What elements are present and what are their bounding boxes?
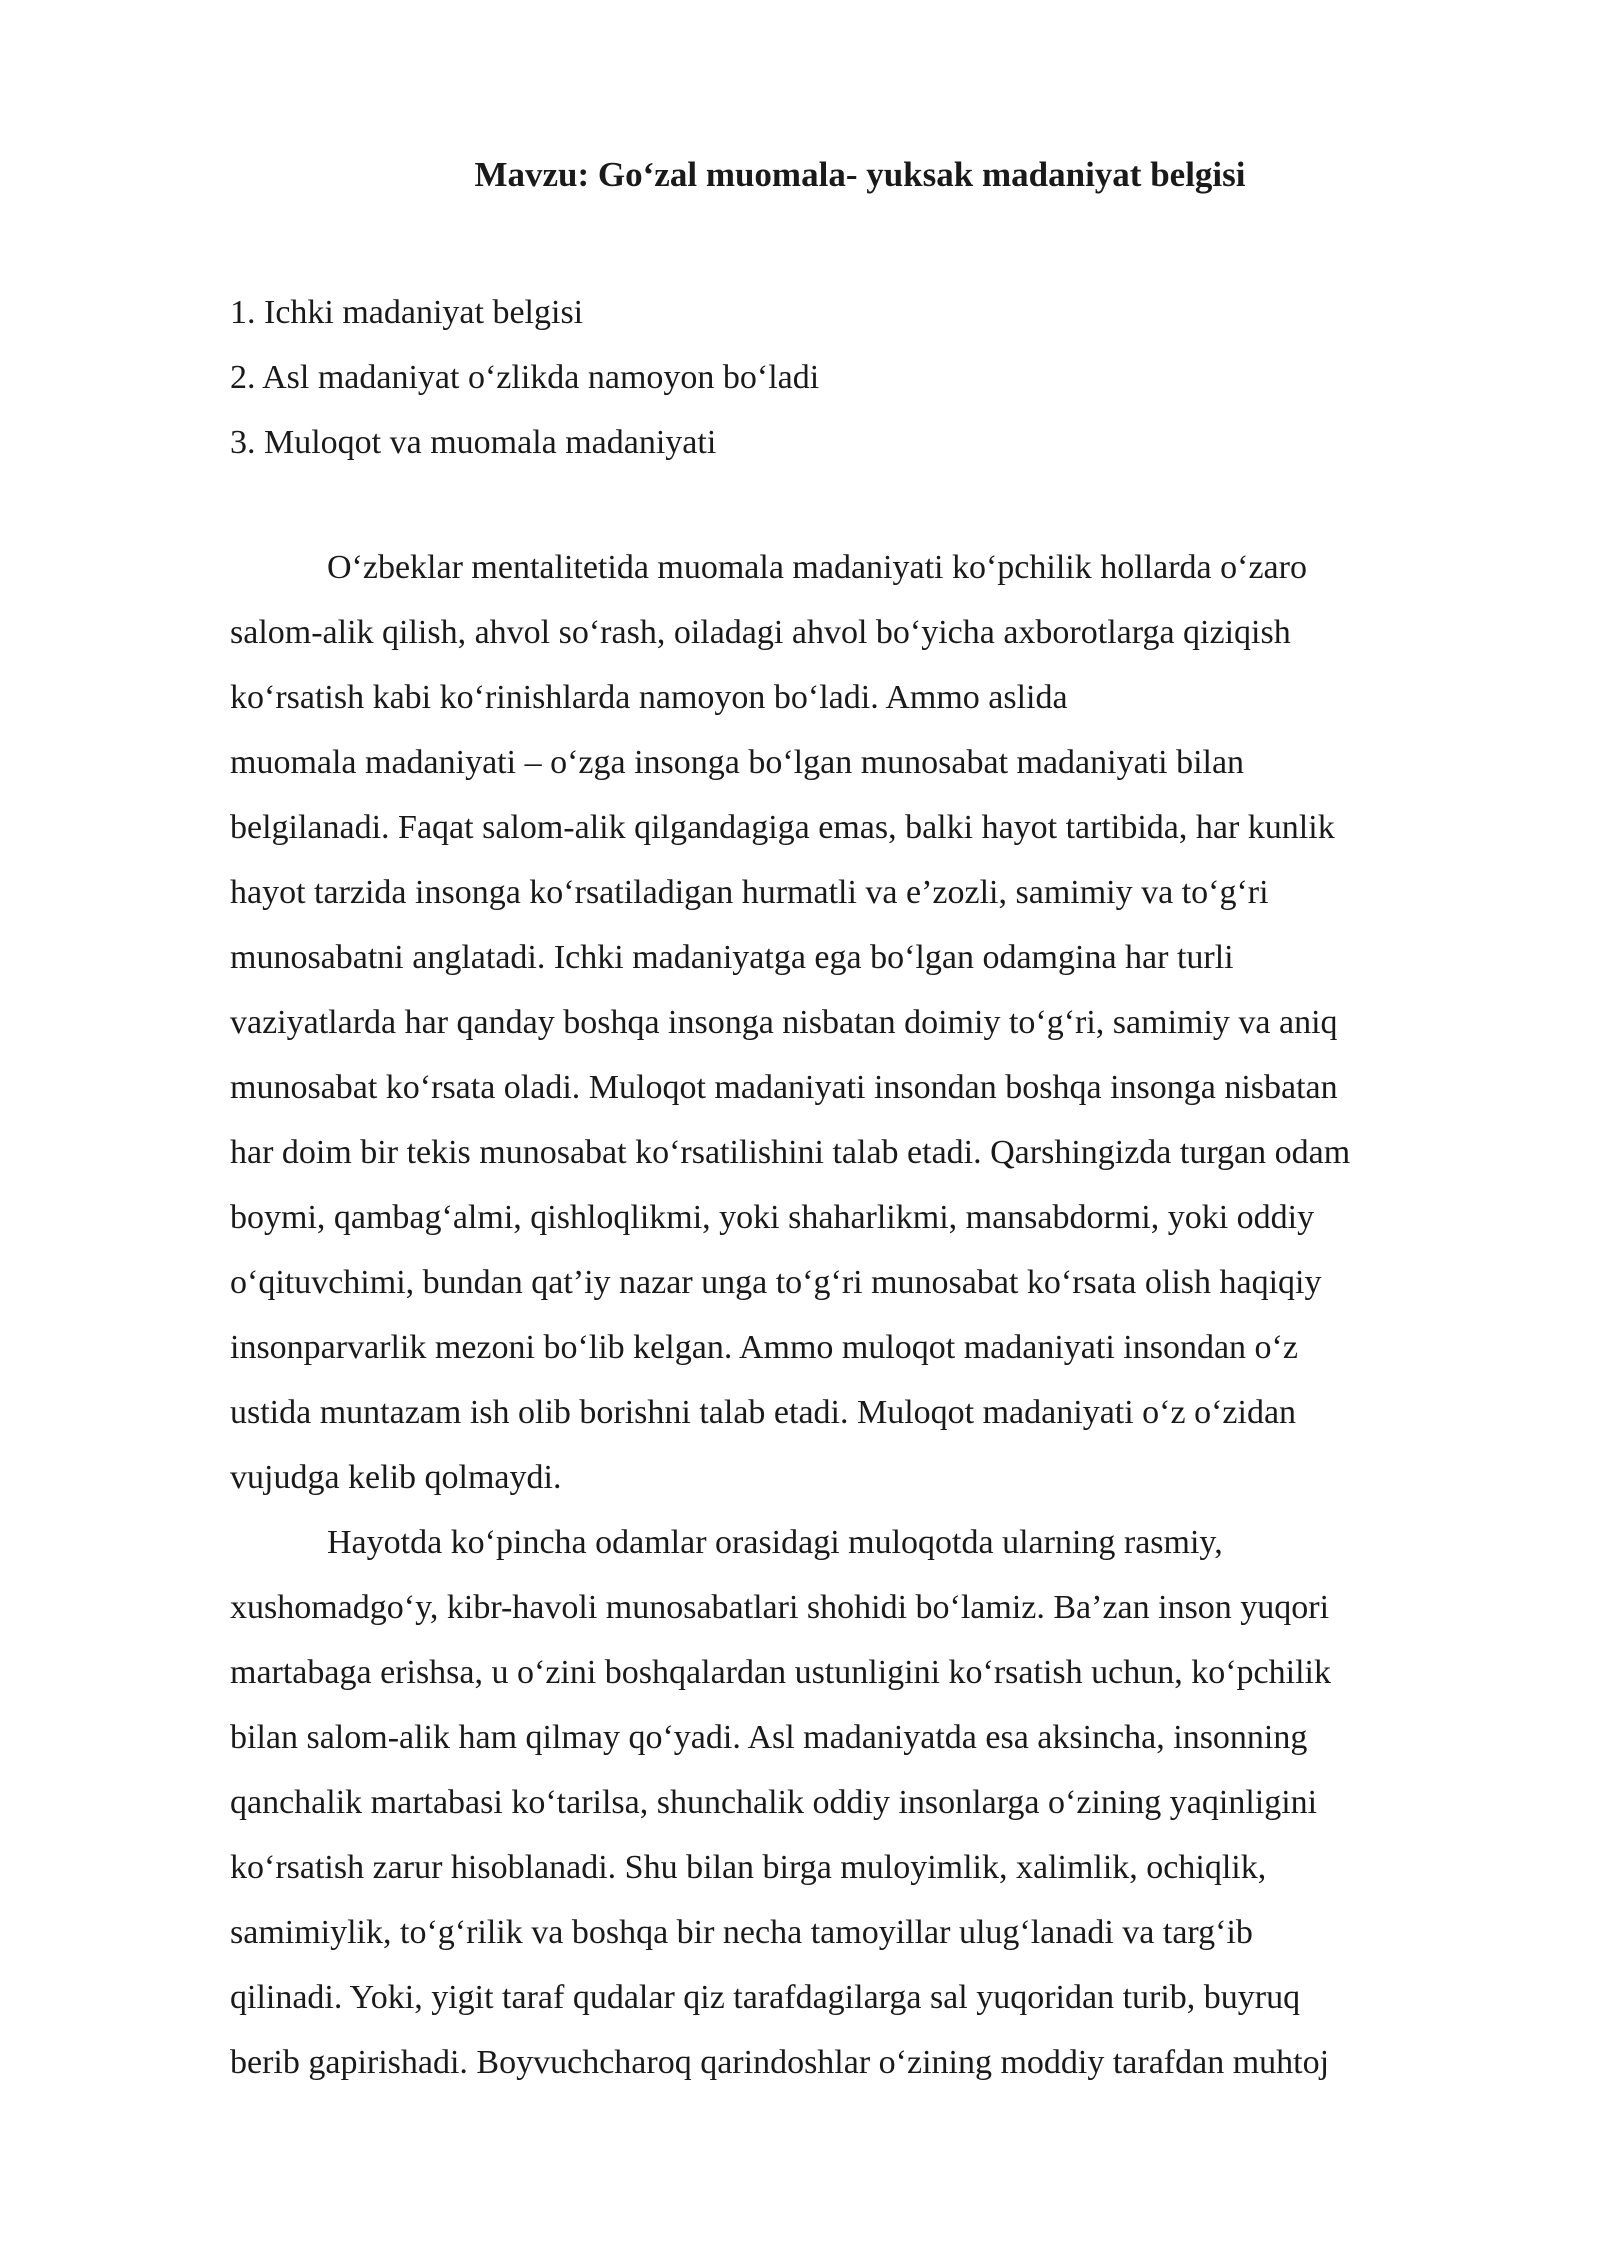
outline-item: 2. Asl madaniyat o‘zlikda namoyon bo‘ladi bbox=[230, 359, 820, 396]
document-title: Mavzu: Go‘zal muomala- yuksak madaniyat belgisi bbox=[474, 155, 1246, 194]
document-body bbox=[230, 535, 1480, 2095]
topic-outline bbox=[230, 280, 819, 475]
text-line: munosabatni anglatadi. Ichki madaniyatga ega bo‘lgan odamgina har turli bbox=[230, 939, 1234, 976]
text-line: hayot tarzida insonga ko‘rsatiladigan hurmatli va e’zozli, samimiy va to‘g‘ri bbox=[230, 874, 1269, 911]
text-line: vaziyatlarda har qanday boshqa insonga nisbatan doimiy to‘g‘ri, samimiy va aniq bbox=[230, 1004, 1338, 1041]
text-line: O‘zbeklar mentalitetida muomala madaniyati ko‘pchilik hollarda o‘zaro bbox=[327, 549, 1307, 586]
text-line: muomala madaniyati – o‘zga insonga bo‘lgan munosabat madaniyati bilan bbox=[230, 744, 1245, 781]
text-line: insonparvarlik mezoni bo‘lib kelgan. Ammo muloqot madaniyati insondan o‘z bbox=[230, 1329, 1298, 1366]
text-line: samimiylik, to‘g‘rilik va boshqa bir necha tamoyillar ulug‘lanadi va targ‘ib bbox=[230, 1914, 1253, 1951]
text-line: bilan salom-alik ham qilmay qo‘yadi. Asl madaniyatda esa aksincha, insonning bbox=[230, 1719, 1308, 1756]
paragraph-1 bbox=[230, 535, 1480, 1510]
text-line: berib gapirishadi. Boyvuchcharoq qarindoshlar o‘zining moddiy tarafdan muhtoj bbox=[230, 2044, 1330, 2081]
text-line: salom-alik qilish, ahvol so‘rash, oiladagi ahvol bo‘yicha axborotlarga qiziqish bbox=[230, 614, 1291, 651]
text-line: ustida muntazam ish olib borishni talab etadi. Muloqot madaniyati o‘z o‘zidan bbox=[230, 1394, 1297, 1431]
text-line: vujudga kelib qolmaydi. bbox=[230, 1459, 562, 1496]
text-line: ko‘rsatish zarur hisoblanadi. Shu bilan birga muloyimlik, xalimlik, ochiqlik, bbox=[230, 1849, 1267, 1886]
paragraph-2 bbox=[230, 1510, 1480, 2095]
text-line: Hayotda ko‘pincha odamlar orasidagi muloqotda ularning rasmiy, bbox=[327, 1524, 1223, 1561]
text-line: o‘qituvchimi, bundan qat’iy nazar unga to‘g‘ri munosabat ko‘rsata olish haqiqiy bbox=[230, 1264, 1322, 1301]
text-line: har doim bir tekis munosabat ko‘rsatilishini talab etadi. Qarshingizda turgan odam bbox=[230, 1134, 1351, 1171]
text-line: martabaga erishsa, u o‘zini boshqalardan ustunligini ko‘rsatish uchun, ko‘pchilik bbox=[230, 1654, 1331, 1691]
outline-item: 1. Ichki madaniyat belgisi bbox=[230, 294, 584, 331]
text-line: munosabat ko‘rsata oladi. Muloqot madaniyati insondan boshqa insonga nisbatan bbox=[230, 1069, 1338, 1106]
outline-item: 3. Muloqot va muomala madaniyati bbox=[230, 424, 717, 461]
text-line: qanchalik martabasi ko‘tarilsa, shunchalik oddiy insonlarga o‘zining yaqinligini bbox=[230, 1784, 1318, 1821]
text-line: belgilanadi. Faqat salom-alik qilgandagiga emas, balki hayot tartibida, har kunlik bbox=[230, 809, 1335, 846]
text-line: ko‘rsatish kabi ko‘rinishlarda namoyon bo‘ladi. Ammo aslida bbox=[230, 679, 1068, 716]
text-line: xushomadgo‘y, kibr-havoli munosabatlari shohidi bo‘lamiz. Ba’zan inson yuqori bbox=[230, 1589, 1330, 1626]
text-line: qilinadi. Yoki, yigit taraf qudalar qiz tarafdagilarga sal yuqoridan turib, buyruq bbox=[230, 1979, 1301, 2016]
text-line: boymi, qambag‘almi, qishloqlikmi, yoki shaharlikmi, mansabdormi, yoki oddiy bbox=[230, 1199, 1315, 1236]
